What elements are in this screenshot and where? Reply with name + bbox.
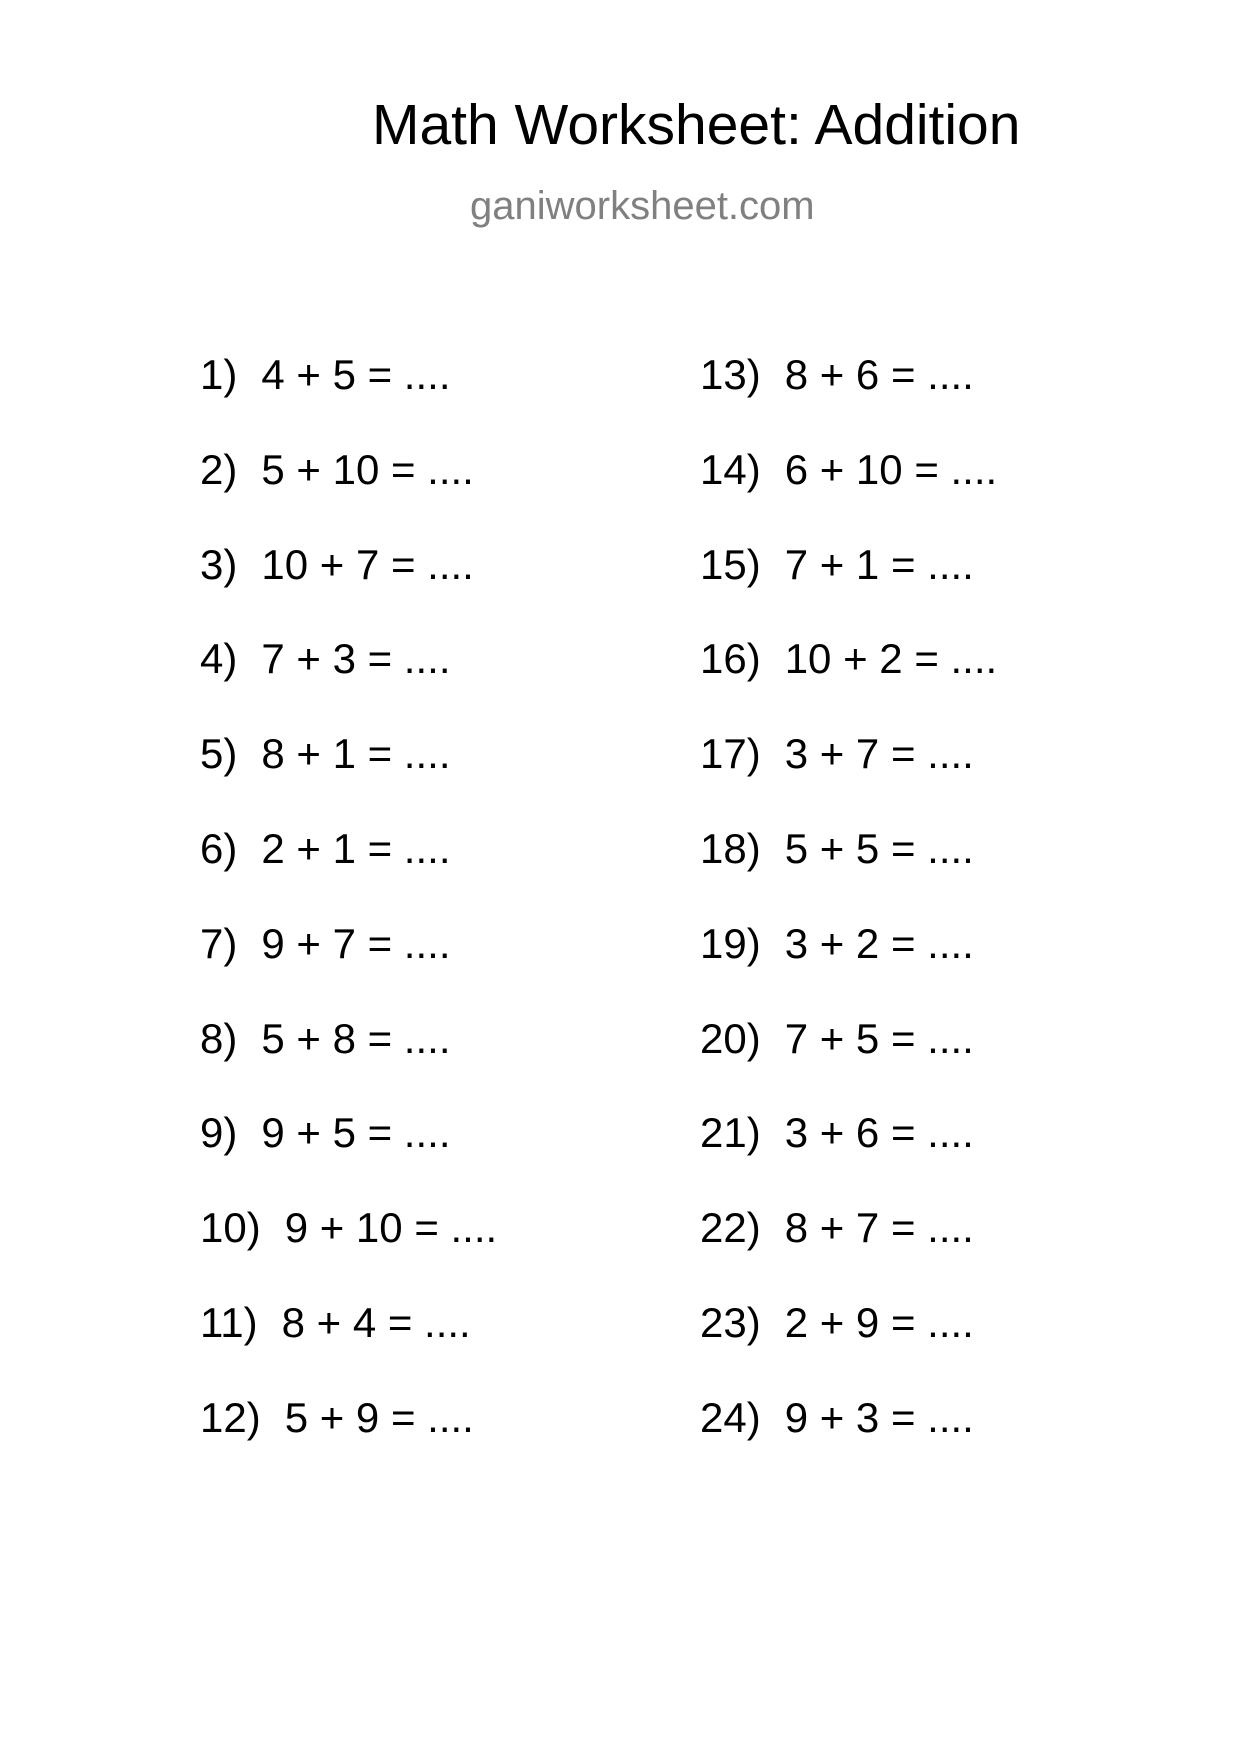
problem-item: [700, 351, 974, 398]
problem-expression: 3 + 6 = ....: [784, 1109, 974, 1157]
problem-number: 18): [700, 825, 761, 872]
problem-number: 13): [700, 351, 761, 398]
problem-expression: 7 + 1 = ....: [784, 540, 974, 588]
problem-number: 10): [200, 1204, 261, 1252]
problem-item: [200, 351, 451, 398]
problem-number: 2): [200, 445, 238, 493]
problem-item: [700, 445, 998, 493]
problem-number: 17): [700, 730, 761, 778]
site-name: ganiworksheet.com: [470, 184, 815, 228]
problem-expression: 8 + 4 = ....: [281, 1299, 471, 1346]
problem-expression: 5 + 10 = ....: [261, 445, 474, 493]
problem-number: 5): [200, 730, 238, 778]
problem-number: 11): [200, 1299, 258, 1346]
problem-expression: 2 + 1 = ....: [261, 825, 451, 872]
problem-expression: 3 + 2 = ....: [784, 919, 974, 967]
problem-item: [700, 1299, 974, 1346]
problem-number: 8): [200, 1014, 238, 1062]
problem-expression: 7 + 3 = ....: [261, 635, 451, 683]
problem-expression: 2 + 9 = ....: [784, 1299, 974, 1346]
problem-item: [200, 1204, 498, 1252]
problem-expression: 5 + 8 = ....: [261, 1014, 451, 1062]
problem-item: [700, 730, 974, 778]
problem-expression: 7 + 5 = ....: [784, 1014, 974, 1062]
problem-number: 15): [700, 540, 761, 588]
page-title: Math Worksheet: Addition: [372, 93, 1021, 157]
problem-item: [700, 1109, 974, 1157]
problem-number: 16): [700, 635, 761, 683]
problem-item: [200, 635, 451, 683]
problem-item: [200, 445, 474, 493]
problem-item: [200, 1014, 451, 1062]
problem-number: 1): [200, 351, 238, 398]
problem-number: 23): [700, 1299, 761, 1346]
problem-expression: 9 + 10 = ....: [284, 1204, 498, 1252]
problem-expression: 9 + 5 = ....: [261, 1109, 451, 1157]
problem-item: [700, 540, 974, 588]
problem-expression: 10 + 2 = ....: [784, 635, 998, 683]
problem-item: [700, 825, 974, 872]
problem-expression: 8 + 1 = ....: [261, 730, 451, 778]
problem-number: 20): [700, 1014, 761, 1062]
problem-item: [200, 540, 474, 588]
problem-item: [200, 730, 451, 778]
problem-expression: 5 + 5 = ....: [784, 825, 974, 872]
problem-item: [200, 1299, 471, 1346]
problem-number: 3): [200, 540, 238, 588]
problem-item: [700, 635, 998, 683]
problem-number: 24): [700, 1393, 761, 1441]
problem-item: [200, 1109, 451, 1157]
problem-item: [700, 1014, 974, 1062]
problem-expression: 8 + 6 = ....: [784, 351, 974, 398]
problem-item: [200, 919, 451, 967]
problem-item: [200, 1393, 474, 1441]
problem-number: 22): [700, 1204, 761, 1252]
problem-number: 4): [200, 635, 238, 683]
problem-item: [700, 1393, 974, 1441]
problem-number: 9): [200, 1109, 238, 1157]
problem-number: 12): [200, 1393, 261, 1441]
problem-number: 6): [200, 825, 238, 872]
problem-item: [200, 825, 451, 872]
problem-number: 14): [700, 445, 761, 493]
problem-expression: 9 + 7 = ....: [261, 919, 451, 967]
problem-number: 21): [700, 1109, 761, 1157]
problem-item: [700, 1204, 974, 1252]
problem-number: 7): [200, 919, 238, 967]
problem-expression: 6 + 10 = ....: [784, 445, 998, 493]
problem-item: [700, 919, 974, 967]
problem-expression: 9 + 3 = ....: [784, 1393, 974, 1441]
problem-expression: 10 + 7 = ....: [261, 540, 474, 588]
problem-expression: 4 + 5 = ....: [261, 351, 451, 398]
problem-expression: 8 + 7 = ....: [784, 1204, 974, 1252]
problem-expression: 3 + 7 = ....: [784, 730, 974, 778]
problem-expression: 5 + 9 = ....: [284, 1393, 474, 1441]
problem-number: 19): [700, 919, 761, 967]
